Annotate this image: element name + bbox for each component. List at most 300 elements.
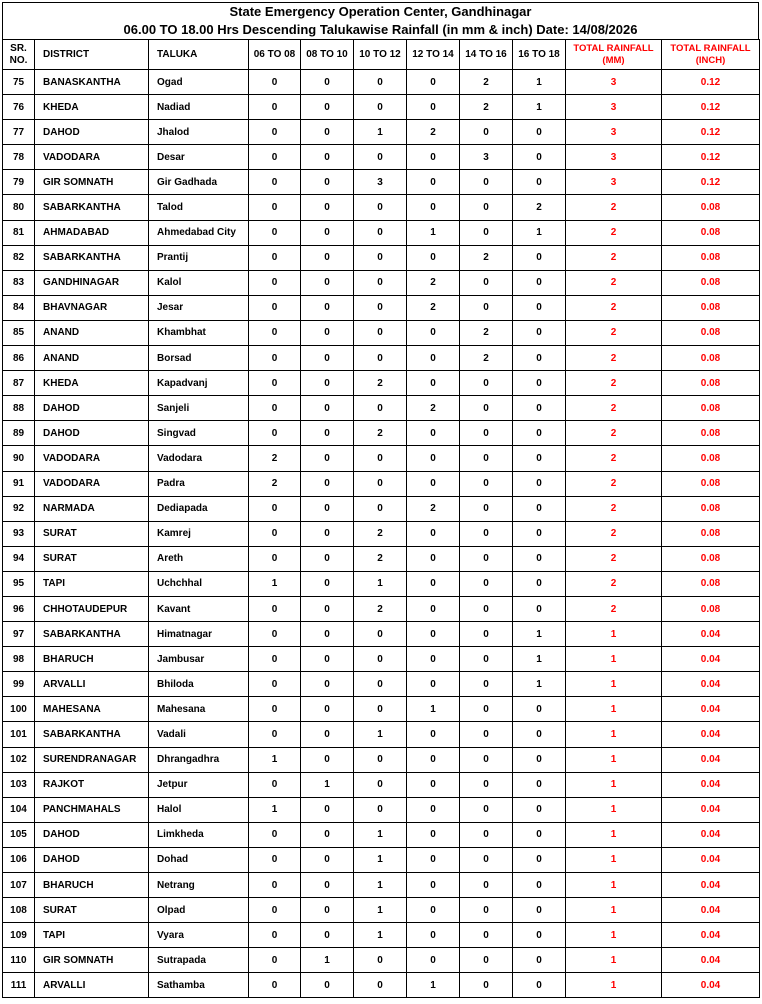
cell-12-14: 0 <box>407 521 460 546</box>
cell-16-18: 0 <box>513 270 566 295</box>
table-row <box>3 747 760 772</box>
cell-14-16: 0 <box>460 923 513 948</box>
cell-08-10: 0 <box>301 822 354 847</box>
cell-06-08: 0 <box>249 270 301 295</box>
cell-08-10: 0 <box>301 797 354 822</box>
cell-sr: 76 <box>3 95 35 120</box>
cell-total-mm: 2 <box>566 320 662 345</box>
cell-10-12: 0 <box>354 270 407 295</box>
cell-12-14: 0 <box>407 923 460 948</box>
cell-sr: 95 <box>3 571 35 596</box>
cell-16-18: 0 <box>513 546 566 571</box>
cell-total-inch: 0.04 <box>662 722 760 747</box>
cell-12-14: 0 <box>407 145 460 170</box>
cell-06-08: 1 <box>249 747 301 772</box>
cell-total-inch: 0.08 <box>662 521 760 546</box>
cell-total-inch: 0.04 <box>662 923 760 948</box>
cell-taluka: Jetpur <box>149 772 249 797</box>
cell-sr: 106 <box>3 847 35 872</box>
cell-08-10: 0 <box>301 295 354 320</box>
cell-sr: 91 <box>3 471 35 496</box>
cell-14-16: 3 <box>460 145 513 170</box>
table-row <box>3 320 760 345</box>
cell-total-inch: 0.04 <box>662 822 760 847</box>
cell-sr: 111 <box>3 973 35 998</box>
cell-taluka: Gir Gadhada <box>149 170 249 195</box>
table-row <box>3 245 760 270</box>
cell-sr: 81 <box>3 220 35 245</box>
cell-16-18: 1 <box>513 70 566 95</box>
cell-12-14: 0 <box>407 371 460 396</box>
table-row <box>3 95 760 120</box>
cell-10-12: 0 <box>354 647 407 672</box>
cell-total-mm: 2 <box>566 421 662 446</box>
cell-06-08: 0 <box>249 195 301 220</box>
cell-taluka: Uchchhal <box>149 571 249 596</box>
cell-10-12: 1 <box>354 847 407 872</box>
cell-taluka: Borsad <box>149 346 249 371</box>
cell-district: VADODARA <box>35 471 149 496</box>
cell-sr: 98 <box>3 647 35 672</box>
cell-12-14: 0 <box>407 95 460 120</box>
cell-total-mm: 2 <box>566 295 662 320</box>
cell-sr: 94 <box>3 546 35 571</box>
cell-total-mm: 1 <box>566 822 662 847</box>
cell-12-14: 0 <box>407 622 460 647</box>
cell-14-16: 0 <box>460 295 513 320</box>
cell-district: SURENDRANAGAR <box>35 747 149 772</box>
cell-sr: 90 <box>3 446 35 471</box>
cell-16-18: 0 <box>513 421 566 446</box>
cell-16-18: 0 <box>513 697 566 722</box>
cell-district: DAHOD <box>35 847 149 872</box>
cell-total-inch: 0.04 <box>662 697 760 722</box>
cell-08-10: 1 <box>301 948 354 973</box>
cell-total-inch: 0.04 <box>662 948 760 973</box>
cell-total-mm: 1 <box>566 697 662 722</box>
cell-total-mm: 1 <box>566 797 662 822</box>
rainfall-table <box>2 39 760 998</box>
cell-08-10: 0 <box>301 145 354 170</box>
cell-12-14: 0 <box>407 320 460 345</box>
cell-14-16: 2 <box>460 320 513 345</box>
table-row <box>3 622 760 647</box>
cell-total-inch: 0.08 <box>662 295 760 320</box>
table-row <box>3 220 760 245</box>
cell-taluka: Mahesana <box>149 697 249 722</box>
cell-12-14: 0 <box>407 195 460 220</box>
cell-16-18: 0 <box>513 396 566 421</box>
cell-14-16: 0 <box>460 220 513 245</box>
cell-06-08: 0 <box>249 898 301 923</box>
cell-10-12: 0 <box>354 95 407 120</box>
cell-08-10: 0 <box>301 95 354 120</box>
cell-sr: 85 <box>3 320 35 345</box>
cell-total-inch: 0.08 <box>662 270 760 295</box>
cell-taluka: Prantij <box>149 245 249 270</box>
cell-total-inch: 0.12 <box>662 70 760 95</box>
cell-06-08: 0 <box>249 521 301 546</box>
cell-16-18: 0 <box>513 948 566 973</box>
cell-total-inch: 0.08 <box>662 571 760 596</box>
cell-12-14: 2 <box>407 496 460 521</box>
cell-total-mm: 3 <box>566 145 662 170</box>
cell-16-18: 0 <box>513 722 566 747</box>
cell-12-14: 0 <box>407 170 460 195</box>
cell-08-10: 0 <box>301 371 354 396</box>
cell-16-18: 0 <box>513 747 566 772</box>
cell-14-16: 0 <box>460 571 513 596</box>
cell-06-08: 0 <box>249 822 301 847</box>
cell-16-18: 2 <box>513 195 566 220</box>
cell-16-18: 1 <box>513 647 566 672</box>
cell-sr: 104 <box>3 797 35 822</box>
cell-total-inch: 0.04 <box>662 672 760 697</box>
cell-10-12: 1 <box>354 898 407 923</box>
cell-12-14: 0 <box>407 672 460 697</box>
cell-06-08: 0 <box>249 170 301 195</box>
table-row <box>3 496 760 521</box>
cell-sr: 96 <box>3 596 35 621</box>
cell-14-16: 0 <box>460 396 513 421</box>
cell-08-10: 0 <box>301 496 354 521</box>
cell-sr: 103 <box>3 772 35 797</box>
cell-total-mm: 2 <box>566 596 662 621</box>
cell-district: AHMADABAD <box>35 220 149 245</box>
cell-14-16: 0 <box>460 170 513 195</box>
cell-10-12: 0 <box>354 622 407 647</box>
cell-sr: 92 <box>3 496 35 521</box>
cell-06-08: 0 <box>249 346 301 371</box>
col-header-sr: SR. NO. <box>3 40 35 70</box>
cell-08-10: 0 <box>301 521 354 546</box>
cell-08-10: 0 <box>301 873 354 898</box>
cell-10-12: 2 <box>354 546 407 571</box>
table-row <box>3 371 760 396</box>
cell-08-10: 0 <box>301 571 354 596</box>
cell-district: ARVALLI <box>35 672 149 697</box>
cell-district: GIR SOMNATH <box>35 170 149 195</box>
table-row <box>3 797 760 822</box>
cell-16-18: 0 <box>513 170 566 195</box>
cell-total-mm: 1 <box>566 747 662 772</box>
cell-08-10: 0 <box>301 195 354 220</box>
cell-district: KHEDA <box>35 371 149 396</box>
table-row <box>3 145 760 170</box>
cell-14-16: 0 <box>460 747 513 772</box>
cell-total-inch: 0.04 <box>662 973 760 998</box>
col-header-total-mm: TOTAL RAINFALL (MM) <box>566 40 662 70</box>
cell-taluka: Kapadvanj <box>149 371 249 396</box>
cell-14-16: 0 <box>460 120 513 145</box>
table-row <box>3 546 760 571</box>
table-row <box>3 170 760 195</box>
cell-10-12: 0 <box>354 772 407 797</box>
cell-06-08: 0 <box>249 697 301 722</box>
cell-taluka: Bhiloda <box>149 672 249 697</box>
cell-06-08: 0 <box>249 120 301 145</box>
cell-total-mm: 2 <box>566 371 662 396</box>
table-row <box>3 270 760 295</box>
cell-06-08: 0 <box>249 672 301 697</box>
cell-10-12: 0 <box>354 697 407 722</box>
cell-total-inch: 0.08 <box>662 496 760 521</box>
cell-sr: 110 <box>3 948 35 973</box>
table-row <box>3 346 760 371</box>
cell-16-18: 0 <box>513 320 566 345</box>
cell-08-10: 0 <box>301 396 354 421</box>
cell-06-08: 0 <box>249 647 301 672</box>
cell-14-16: 0 <box>460 471 513 496</box>
cell-district: ARVALLI <box>35 973 149 998</box>
cell-district: GANDHINAGAR <box>35 270 149 295</box>
cell-08-10: 0 <box>301 270 354 295</box>
cell-total-mm: 2 <box>566 270 662 295</box>
cell-16-18: 1 <box>513 622 566 647</box>
cell-16-18: 0 <box>513 471 566 496</box>
cell-total-inch: 0.08 <box>662 421 760 446</box>
cell-total-mm: 3 <box>566 120 662 145</box>
cell-10-12: 2 <box>354 596 407 621</box>
cell-taluka: Kavant <box>149 596 249 621</box>
cell-12-14: 2 <box>407 120 460 145</box>
cell-district: DAHOD <box>35 120 149 145</box>
table-row <box>3 873 760 898</box>
cell-sr: 89 <box>3 421 35 446</box>
cell-16-18: 0 <box>513 973 566 998</box>
col-header-district: DISTRICT <box>35 40 149 70</box>
cell-14-16: 0 <box>460 421 513 446</box>
cell-district: NARMADA <box>35 496 149 521</box>
cell-district: BANASKANTHA <box>35 70 149 95</box>
cell-08-10: 0 <box>301 622 354 647</box>
cell-total-inch: 0.04 <box>662 772 760 797</box>
cell-total-inch: 0.08 <box>662 471 760 496</box>
cell-12-14: 0 <box>407 722 460 747</box>
cell-06-08: 0 <box>249 145 301 170</box>
cell-total-inch: 0.08 <box>662 446 760 471</box>
cell-district: SURAT <box>35 546 149 571</box>
table-row <box>3 521 760 546</box>
cell-16-18: 1 <box>513 672 566 697</box>
cell-total-mm: 2 <box>566 546 662 571</box>
table-row <box>3 722 760 747</box>
cell-taluka: Dhrangadhra <box>149 747 249 772</box>
cell-total-mm: 2 <box>566 471 662 496</box>
cell-taluka: Vyara <box>149 923 249 948</box>
cell-10-12: 1 <box>354 722 407 747</box>
cell-06-08: 0 <box>249 596 301 621</box>
cell-12-14: 0 <box>407 70 460 95</box>
cell-08-10: 0 <box>301 170 354 195</box>
cell-sr: 82 <box>3 245 35 270</box>
cell-total-inch: 0.04 <box>662 847 760 872</box>
cell-14-16: 0 <box>460 948 513 973</box>
cell-06-08: 0 <box>249 923 301 948</box>
cell-10-12: 0 <box>354 195 407 220</box>
cell-taluka: Himatnagar <box>149 622 249 647</box>
cell-08-10: 0 <box>301 747 354 772</box>
cell-total-mm: 1 <box>566 622 662 647</box>
cell-10-12: 2 <box>354 421 407 446</box>
cell-16-18: 0 <box>513 521 566 546</box>
table-row <box>3 923 760 948</box>
cell-12-14: 2 <box>407 270 460 295</box>
cell-sr: 87 <box>3 371 35 396</box>
table-row <box>3 697 760 722</box>
cell-total-inch: 0.12 <box>662 95 760 120</box>
cell-16-18: 0 <box>513 346 566 371</box>
cell-06-08: 0 <box>249 396 301 421</box>
cell-sr: 100 <box>3 697 35 722</box>
cell-10-12: 3 <box>354 170 407 195</box>
cell-12-14: 1 <box>407 973 460 998</box>
col-header-taluka: TALUKA <box>149 40 249 70</box>
cell-total-inch: 0.04 <box>662 898 760 923</box>
cell-district: SABARKANTHA <box>35 722 149 747</box>
cell-06-08: 0 <box>249 421 301 446</box>
cell-taluka: Limkheda <box>149 822 249 847</box>
cell-taluka: Kamrej <box>149 521 249 546</box>
cell-sr: 101 <box>3 722 35 747</box>
cell-total-mm: 2 <box>566 521 662 546</box>
cell-total-inch: 0.04 <box>662 622 760 647</box>
cell-total-inch: 0.08 <box>662 195 760 220</box>
cell-taluka: Sanjeli <box>149 396 249 421</box>
cell-total-mm: 1 <box>566 898 662 923</box>
cell-taluka: Jesar <box>149 295 249 320</box>
cell-08-10: 0 <box>301 421 354 446</box>
cell-taluka: Ogad <box>149 70 249 95</box>
cell-taluka: Dediapada <box>149 496 249 521</box>
cell-14-16: 2 <box>460 245 513 270</box>
col-header-06-08: 06 TO 08 <box>249 40 301 70</box>
table-row <box>3 847 760 872</box>
cell-district: BHARUCH <box>35 873 149 898</box>
cell-total-inch: 0.08 <box>662 396 760 421</box>
cell-total-inch: 0.12 <box>662 170 760 195</box>
cell-total-mm: 1 <box>566 647 662 672</box>
cell-16-18: 0 <box>513 847 566 872</box>
cell-10-12: 1 <box>354 822 407 847</box>
cell-district: ANAND <box>35 320 149 345</box>
cell-08-10: 0 <box>301 346 354 371</box>
cell-12-14: 0 <box>407 647 460 672</box>
table-row <box>3 672 760 697</box>
table-row <box>3 571 760 596</box>
cell-sr: 75 <box>3 70 35 95</box>
cell-08-10: 0 <box>301 898 354 923</box>
cell-taluka: Olpad <box>149 898 249 923</box>
report-title-line2: 06.00 TO 18.00 Hrs Descending Talukawise Rainfall (in mm & inch) Date: 14/08/2026 <box>123 22 638 37</box>
cell-district: KHEDA <box>35 95 149 120</box>
cell-total-mm: 2 <box>566 195 662 220</box>
cell-total-inch: 0.04 <box>662 647 760 672</box>
cell-total-mm: 2 <box>566 245 662 270</box>
table-row <box>3 596 760 621</box>
col-header-total-inch: TOTAL RAINFALL (INCH) <box>662 40 760 70</box>
cell-08-10: 0 <box>301 847 354 872</box>
cell-taluka: Areth <box>149 546 249 571</box>
cell-total-mm: 1 <box>566 847 662 872</box>
cell-taluka: Ahmedabad City <box>149 220 249 245</box>
cell-08-10: 0 <box>301 320 354 345</box>
cell-08-10: 0 <box>301 697 354 722</box>
table-row <box>3 647 760 672</box>
cell-12-14: 0 <box>407 847 460 872</box>
cell-06-08: 0 <box>249 973 301 998</box>
cell-taluka: Nadiad <box>149 95 249 120</box>
col-header-08-10: 08 TO 10 <box>301 40 354 70</box>
table-row <box>3 70 760 95</box>
cell-14-16: 0 <box>460 873 513 898</box>
cell-16-18: 0 <box>513 571 566 596</box>
cell-12-14: 2 <box>407 295 460 320</box>
table-row <box>3 120 760 145</box>
cell-16-18: 1 <box>513 220 566 245</box>
cell-16-18: 0 <box>513 371 566 396</box>
cell-district: PANCHMAHALS <box>35 797 149 822</box>
table-row <box>3 822 760 847</box>
cell-total-inch: 0.08 <box>662 346 760 371</box>
cell-06-08: 0 <box>249 847 301 872</box>
col-header-14-16: 14 TO 16 <box>460 40 513 70</box>
cell-district: DAHOD <box>35 822 149 847</box>
cell-10-12: 0 <box>354 747 407 772</box>
cell-10-12: 0 <box>354 245 407 270</box>
cell-08-10: 0 <box>301 596 354 621</box>
cell-10-12: 0 <box>354 70 407 95</box>
cell-total-inch: 0.08 <box>662 220 760 245</box>
cell-district: ANAND <box>35 346 149 371</box>
cell-total-inch: 0.08 <box>662 596 760 621</box>
cell-08-10: 0 <box>301 672 354 697</box>
cell-total-mm: 1 <box>566 772 662 797</box>
cell-10-12: 0 <box>354 396 407 421</box>
cell-taluka: Halol <box>149 797 249 822</box>
cell-total-mm: 3 <box>566 170 662 195</box>
cell-total-mm: 1 <box>566 948 662 973</box>
cell-taluka: Jhalod <box>149 120 249 145</box>
cell-taluka: Sathamba <box>149 973 249 998</box>
cell-06-08: 0 <box>249 371 301 396</box>
cell-08-10: 0 <box>301 120 354 145</box>
cell-10-12: 1 <box>354 571 407 596</box>
cell-sr: 86 <box>3 346 35 371</box>
cell-10-12: 1 <box>354 873 407 898</box>
cell-total-inch: 0.08 <box>662 245 760 270</box>
cell-10-12: 2 <box>354 521 407 546</box>
cell-sr: 102 <box>3 747 35 772</box>
table-row <box>3 898 760 923</box>
cell-06-08: 0 <box>249 622 301 647</box>
cell-taluka: Vadodara <box>149 446 249 471</box>
cell-10-12: 1 <box>354 923 407 948</box>
cell-district: SURAT <box>35 521 149 546</box>
cell-12-14: 0 <box>407 245 460 270</box>
cell-district: MAHESANA <box>35 697 149 722</box>
cell-06-08: 1 <box>249 797 301 822</box>
cell-08-10: 0 <box>301 245 354 270</box>
cell-sr: 107 <box>3 873 35 898</box>
cell-08-10: 0 <box>301 220 354 245</box>
cell-10-12: 0 <box>354 797 407 822</box>
cell-taluka: Sutrapada <box>149 948 249 973</box>
cell-12-14: 0 <box>407 421 460 446</box>
cell-16-18: 1 <box>513 95 566 120</box>
cell-total-inch: 0.08 <box>662 320 760 345</box>
cell-total-mm: 3 <box>566 70 662 95</box>
